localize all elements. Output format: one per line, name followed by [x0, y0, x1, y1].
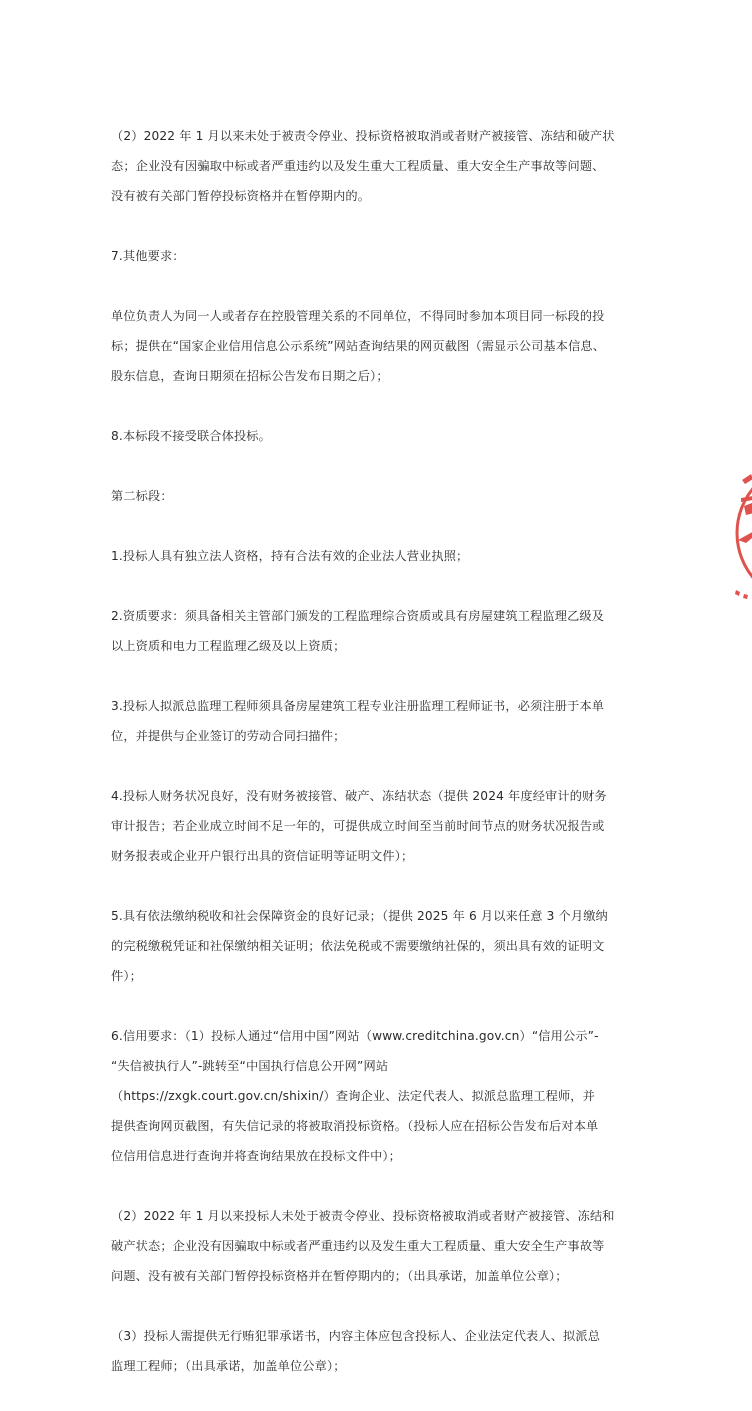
seal-char-stroke-1 — [742, 474, 752, 484]
paragraph-11: 6.信用要求：（1）投标人通过“信用中国”网站（www.creditchina.gov.cn）“信用公示”- “失信被执行人”-跳转至“中国执行信息公开网”网站 （https://zxgk.court.gov.cn/shixin/）查询企业、法定代表人、拟派总监理工程师，并 提供查询网页截图，有失信记录的将被取消投标资格。（投标人应在招标公告发布后对本单 位信用信息进行查询并将查询结果放在投标文件中）； — [111, 1029, 599, 1163]
paragraph-2: 7.其他要求： — [111, 249, 185, 263]
paragraph-1: （2）2022 年 1 月以来未处于被责令停业、投标资格被取消或者财产被接管、冻结和破产状 态；企业没有因骗取中标或者严重违约以及发生重大工程质量、重大安全生产事故等问题、 没有被有关部门暂停投标资格并在暂停期内的。 — [111, 129, 615, 203]
paragraph-7: 2.资质要求：须具备相关主管部门颁发的工程监理综合资质或具有房屋建筑工程监理乙级及 以上资质和电力工程监理乙级及以上资质； — [111, 609, 605, 653]
paragraph-3: 单位负责人为同一人或者存在控股管理关系的不同单位，不得同时参加本项目同一标段的投 标；提供在“国家企业信用信息公示系统”网站查询结果的网页截图（需显示公司基本信息、 股东信息，查询日期须在招标公告发布日期之后）； — [111, 309, 606, 383]
paragraph-8: 3.投标人拟派总监理工程师须具备房屋建筑工程专业注册监理工程师证书，必须注册于本单 位，并提供与企业签订的劳动合同扫描件； — [111, 699, 605, 743]
paragraph-12: （2）2022 年 1 月以来投标人未处于被责令停业、投标资格被取消或者财产被接管、冻结和 破产状态；企业没有因骗取中标或者严重违约以及发生重大工程质量、重大安全生产事故等 问题、没有被有关部门暂停投标资格并在暂停期内的；（出具承诺，加盖单位公章）； — [111, 1209, 615, 1283]
paragraph-9: 4.投标人财务状况良好，没有财务被接管、破产、冻结状态（提供 2024 年度经审计的财务 审计报告；若企业成立时间不足一年的，可提供成立时间至当前时间节点的财务状况报告或 财务报表或企业开户银行出具的资信证明等证明文件）； — [111, 789, 607, 863]
seal-outer-ring — [737, 463, 752, 603]
seal-stamp — [732, 458, 752, 608]
paragraph-6: 1.投标人具有独立法人资格，持有合法有效的企业法人营业执照； — [111, 549, 469, 563]
paragraph-4: 8.本标段不接受联合体投标。 — [111, 429, 271, 443]
seal-star-part — [738, 530, 752, 543]
paragraph-5: 第二标段： — [111, 489, 173, 503]
seal-digit-mark-1 — [735, 590, 740, 596]
seal-char-stroke-3 — [744, 503, 752, 515]
seal-digit-mark-2 — [743, 594, 748, 599]
document-body — [111, 91, 645, 1411]
paragraph-10: 5.具有依法缴纳税收和社会保障资金的良好记录；（提供 2025 年 6 月以来任意 3 个月缴纳 的完税缴税凭证和社保缴纳相关证明；依法免税或不需要缴纳社保的，须出具有效的证明文 件）； — [111, 909, 608, 983]
paragraph-13: （3）投标人需提供无行贿犯罪承诺书，内容主体应包含投标人、企业法定代表人、拟派总 监理工程师；（出具承诺，加盖单位公章）； — [111, 1329, 601, 1373]
